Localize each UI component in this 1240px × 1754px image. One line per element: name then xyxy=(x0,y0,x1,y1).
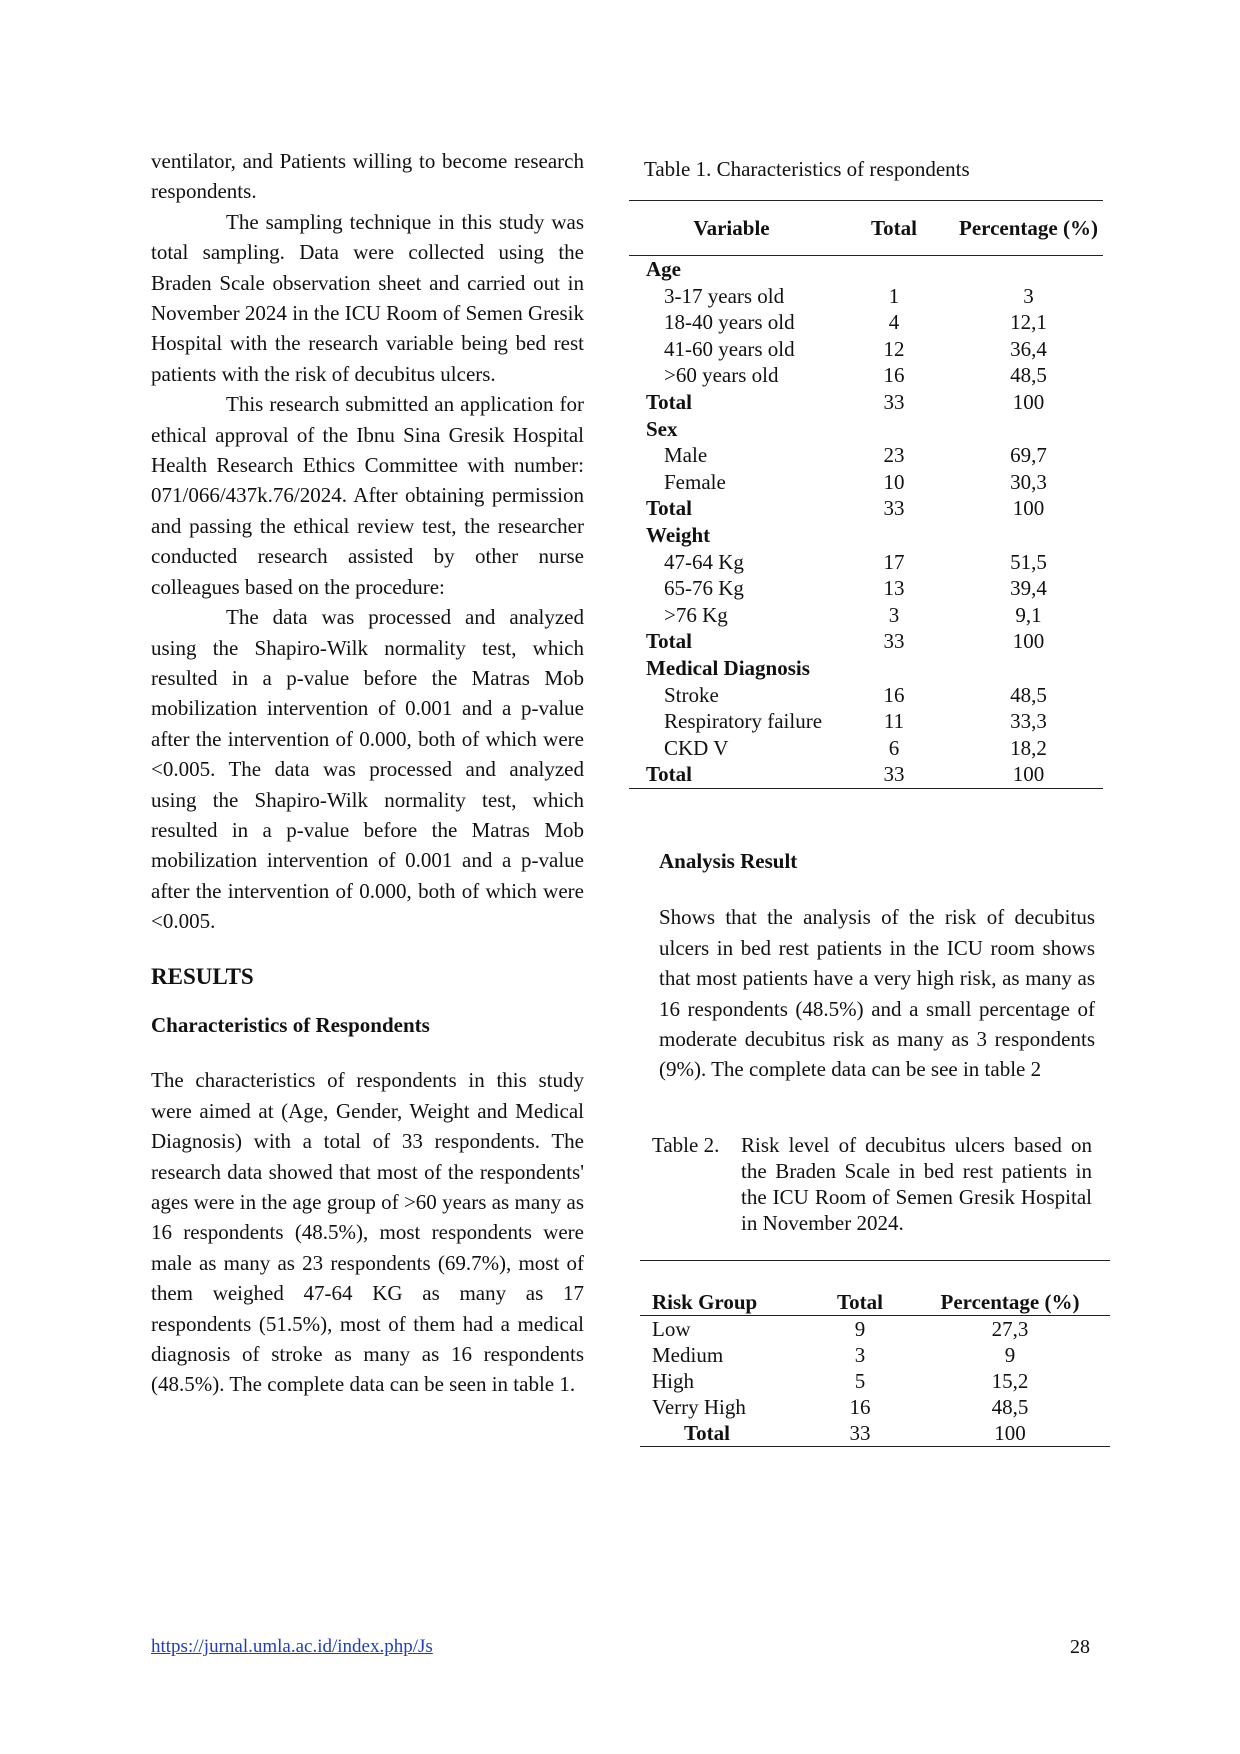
paragraph: This research submitted an application for ethical approval of the Ibnu Sina Gresik Hospital Health Research Ethics Committee with number: 071/066/437k.76/2024. After obtaining permission and passing the ethical review test, the researcher conducted research assisted by other nurse colleagues based on the procedure: xyxy=(151,392,584,599)
page-number: 28 xyxy=(1070,1636,1090,1658)
cell-total: 13 xyxy=(883,576,905,601)
table1-row xyxy=(629,469,1103,496)
cell-percentage: 100 xyxy=(1012,389,1045,414)
cell-label: 41-60 years old xyxy=(664,336,795,361)
cell-label: Stroke xyxy=(664,682,719,707)
cell-label: Age xyxy=(646,257,681,281)
paragraph: The data was processed and analyzed using the Shapiro-Wilk normality test, which resulted in a p-value before the Matras Mob mobilization intervention of 0.001 and a p-value after the intervention of 0.000, both of which were <0.005. The data was processed and analyzed using the Shapiro-Wilk normality test, which resulted in a p-value before the Matras Mob mobilization intervention of 0.001 and a p-value after the intervention of 0.000, both of which were <0.005. xyxy=(151,605,584,934)
cell-label: 47-64 Kg xyxy=(664,549,744,574)
table1-row xyxy=(629,389,1103,416)
table2-row xyxy=(640,1316,1110,1343)
cell-percentage: 36,4 xyxy=(1010,336,1047,361)
characteristics-heading: Characteristics of Respondents xyxy=(151,1012,430,1037)
cell-percentage: 100 xyxy=(1012,496,1045,521)
cell-percentage xyxy=(954,416,1103,443)
table2-body xyxy=(640,1316,1110,1447)
cell-percentage: 9,1 xyxy=(1015,602,1042,627)
cell-percentage: 69,7 xyxy=(1010,443,1047,468)
cell-percentage xyxy=(954,655,1103,682)
table2-row xyxy=(640,1342,1110,1368)
cell-label: Total xyxy=(684,1421,730,1445)
cell-label: Total xyxy=(646,629,692,654)
cell-total: 16 xyxy=(849,1395,871,1419)
table1-row xyxy=(629,575,1103,602)
cell-total: 12 xyxy=(883,336,905,361)
cell-percentage: 48,5 xyxy=(991,1395,1029,1419)
table1-row xyxy=(629,735,1103,762)
table1-row xyxy=(629,682,1103,709)
table1-header-percentage: Percentage (%) xyxy=(954,201,1103,256)
table1-row xyxy=(629,708,1103,735)
cell-percentage xyxy=(954,256,1103,283)
table1-caption: Table 1. Characteristics of respondents xyxy=(644,157,970,181)
cell-total: 33 xyxy=(849,1421,871,1445)
table2-caption-text: Risk level of decubitus ulcers based on the Braden Scale in bed rest patients in the ICU Room of Semen Gresik Hospital in November 2024. xyxy=(741,1133,1092,1235)
table2-header-percentage: Percentage (%) xyxy=(910,1261,1110,1316)
table1 xyxy=(629,200,1103,789)
table1-row xyxy=(629,442,1103,469)
analysis-section xyxy=(659,846,1095,1085)
cell-label: High xyxy=(652,1369,694,1393)
cell-total: 3 xyxy=(888,602,900,627)
table2 xyxy=(640,1260,1110,1447)
cell-total: 5 xyxy=(854,1369,866,1393)
cell-total: 3 xyxy=(854,1343,866,1367)
table1-row xyxy=(629,549,1103,576)
cell-label: Respiratory failure xyxy=(664,709,823,734)
cell-label: 18-40 years old xyxy=(664,310,795,335)
cell-label: Verry High xyxy=(652,1395,746,1419)
cell-percentage: 9 xyxy=(1004,1343,1016,1367)
cell-total: 9 xyxy=(854,1317,866,1341)
table1-row xyxy=(629,628,1103,655)
table2-row xyxy=(640,1394,1110,1420)
table1-row xyxy=(629,256,1103,283)
table1-row xyxy=(629,362,1103,389)
left-column xyxy=(151,146,584,1400)
cell-percentage: 48,5 xyxy=(1010,682,1047,707)
cell-total: 16 xyxy=(883,363,905,388)
table1-header-variable: Variable xyxy=(629,201,834,256)
cell-percentage: 48,5 xyxy=(1010,363,1047,388)
cell-label: Low xyxy=(652,1317,691,1341)
cell-label: Male xyxy=(664,443,708,468)
cell-total: 23 xyxy=(883,443,905,468)
cell-percentage: 3 xyxy=(1023,283,1034,308)
table2-header-risk-group: Risk Group xyxy=(640,1261,810,1316)
paragraph: The sampling technique in this study was total sampling. Data were collected using the Braden Scale observation sheet and carried out in November 2024 in the ICU Room of Semen Gresik Hospital with the research variable being bed rest patients with the risk of decubitus ulcers. xyxy=(151,209,584,386)
cell-total: 33 xyxy=(883,496,905,521)
table1-header-total: Total xyxy=(834,201,954,256)
cell-total: 33 xyxy=(883,629,905,654)
cell-percentage: 18,2 xyxy=(1010,735,1047,760)
cell-label: Weight xyxy=(646,522,711,547)
analysis-text: Shows that the analysis of the risk of decubitus ulcers in bed rest patients in the ICU room shows that most patients have a very high risk, as many as 16 respondents (48.5%) and a small percentage of moderate decubitus risk as many as 3 respondents (9%). The complete data can be see in table 2 xyxy=(659,905,1095,1082)
cell-label: Total xyxy=(646,496,692,521)
paragraph: The characteristics of respondents in this study were aimed at (Age, Gender, Weight and Medical Diagnosis) with a total of 33 respondents. The research data showed that most of the respondents' ages were in the age group of >60 years as many as 16 respondents (48.5%), most respondents were male as many as 23 respondents (69.7%), most of them weighed 47-64 KG as many as 17 respondents (51.5%), most of them had a medical diagnosis of stroke as many as 16 respondents (48.5%). The complete data can be seen in table 1. xyxy=(151,1068,584,1397)
table2-caption xyxy=(652,1132,1092,1236)
table1-row xyxy=(629,602,1103,629)
cell-total: 4 xyxy=(888,310,900,335)
cell-label: >60 years old xyxy=(664,363,779,388)
cell-total: 1 xyxy=(888,283,900,308)
cell-label: Medical Diagnosis xyxy=(646,655,810,680)
cell-percentage: 15,2 xyxy=(991,1369,1029,1393)
cell-percentage: 12,1 xyxy=(1010,310,1047,335)
table2-caption-label: Table 2. xyxy=(652,1133,720,1157)
cell-percentage: 100 xyxy=(1012,762,1045,787)
cell-total: 33 xyxy=(883,762,905,787)
table1-row xyxy=(629,655,1103,682)
cell-label: Total xyxy=(646,389,692,414)
cell-percentage: 27,3 xyxy=(991,1317,1029,1341)
table1-row xyxy=(629,761,1103,788)
table1-row xyxy=(629,283,1103,310)
cell-total xyxy=(834,655,954,682)
cell-percentage: 100 xyxy=(994,1421,1026,1445)
table2-header-total: Total xyxy=(810,1261,910,1316)
cell-label: Medium xyxy=(652,1343,724,1367)
cell-total: 10 xyxy=(883,469,905,494)
cell-label: 3-17 years old xyxy=(664,283,785,308)
table1-row xyxy=(629,522,1103,549)
table2-row xyxy=(640,1368,1110,1394)
cell-total: 33 xyxy=(883,389,905,414)
table1-row xyxy=(629,336,1103,363)
table2-row xyxy=(640,1420,1110,1447)
analysis-heading: Analysis Result xyxy=(659,849,798,873)
cell-total: 6 xyxy=(888,735,900,760)
results-heading: RESULTS xyxy=(151,963,254,989)
cell-percentage: 39,4 xyxy=(1010,576,1047,601)
cell-total: 17 xyxy=(883,549,905,574)
cell-percentage: 30,3 xyxy=(1010,469,1047,494)
journal-link[interactable]: https://jurnal.umla.ac.id/index.php/Js xyxy=(151,1636,433,1657)
table1-row xyxy=(629,416,1103,443)
table1-row xyxy=(629,309,1103,336)
cell-percentage: 100 xyxy=(1012,629,1045,654)
cell-total: 16 xyxy=(883,682,905,707)
cell-total xyxy=(834,416,954,443)
cell-label: CKD V xyxy=(664,735,729,760)
cell-total: 11 xyxy=(883,709,905,734)
cell-label: Sex xyxy=(646,416,678,441)
table1-row xyxy=(629,495,1103,522)
cell-label: 65-76 Kg xyxy=(664,576,744,601)
cell-percentage xyxy=(954,522,1103,549)
cell-percentage: 33,3 xyxy=(1010,709,1047,734)
cell-label: Female xyxy=(664,469,726,494)
cell-total xyxy=(834,522,954,549)
cell-percentage: 51,5 xyxy=(1010,549,1047,574)
paragraph: ventilator, and Patients willing to become research respondents. xyxy=(151,149,584,204)
table1-body xyxy=(629,256,1103,789)
cell-label: Total xyxy=(646,762,692,787)
cell-total xyxy=(834,256,954,283)
cell-label: >76 Kg xyxy=(664,602,728,627)
